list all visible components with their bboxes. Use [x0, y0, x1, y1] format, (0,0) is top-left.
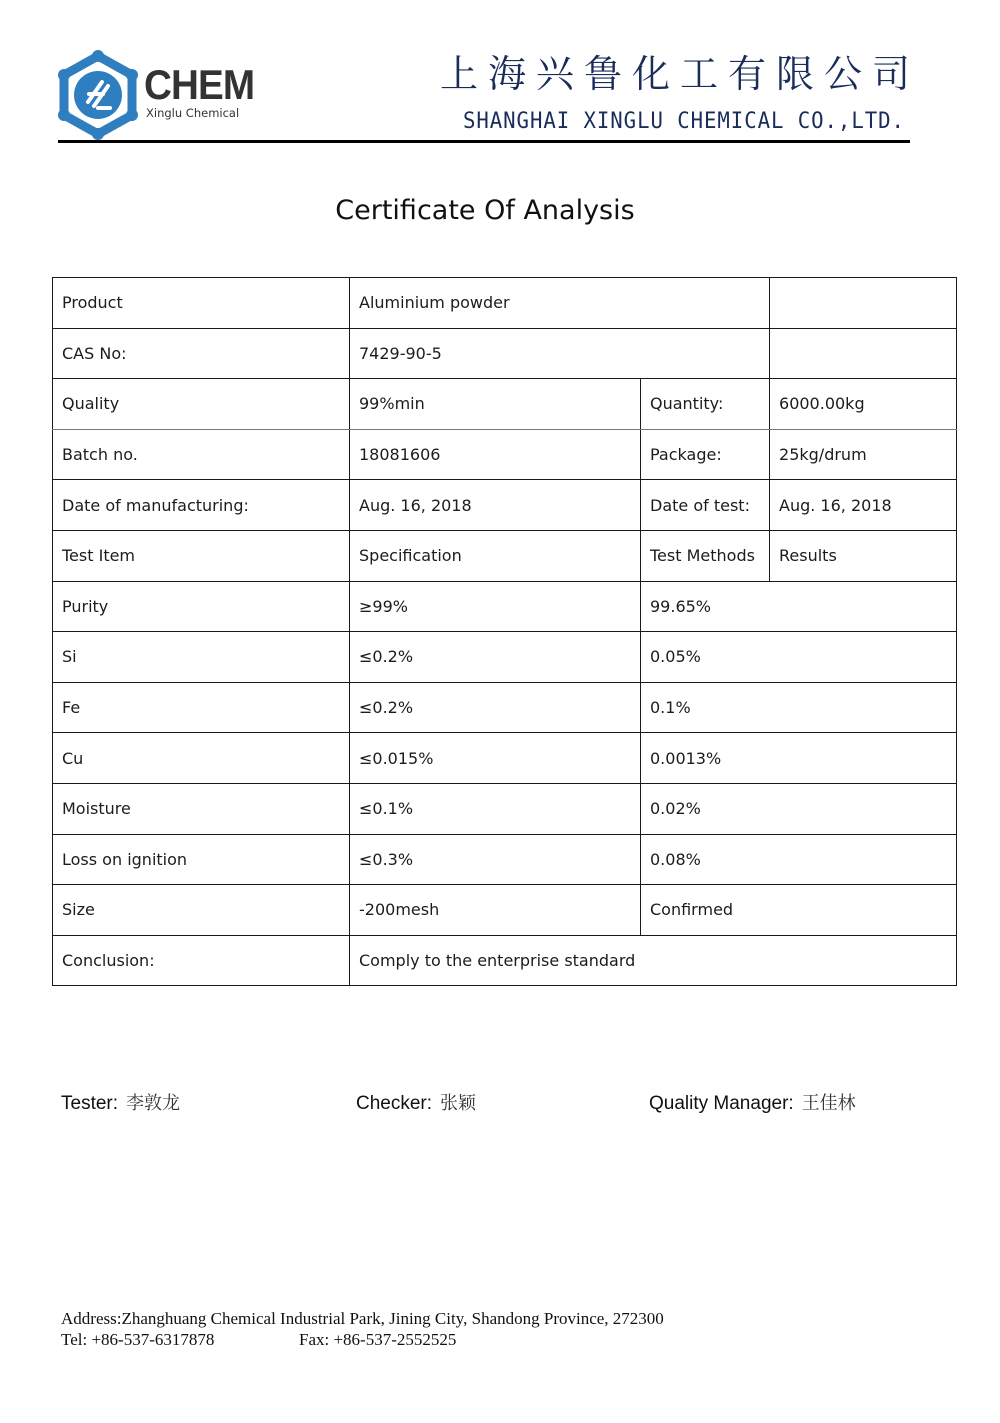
- quality-label: Quality: [53, 379, 350, 430]
- package-label: Package:: [641, 429, 770, 480]
- test-spec: -200mesh: [350, 885, 641, 936]
- test-item: Purity: [53, 581, 350, 632]
- table-row: [53, 834, 957, 885]
- table-row: [53, 682, 957, 733]
- cas-label: CAS No:: [53, 328, 350, 379]
- company-name-chinese: 上海兴鲁化工有限公司: [440, 52, 921, 96]
- cas-value: 7429-90-5: [350, 328, 770, 379]
- table-row: [53, 278, 957, 329]
- product-value: Aluminium powder: [350, 278, 770, 329]
- conclusion-row: [53, 935, 957, 986]
- company-logo: [58, 50, 255, 140]
- table-row: [53, 581, 957, 632]
- tester-label: Tester:: [61, 1093, 119, 1114]
- logo-wordmark: CHEM: [144, 61, 255, 108]
- test-result: Confirmed: [641, 885, 957, 936]
- checker-signature: [356, 1089, 476, 1115]
- test-result: 0.0013%: [641, 733, 957, 784]
- footer-fax: Fax: +86-537-2552525: [299, 1330, 457, 1349]
- analysis-table: [52, 277, 957, 986]
- header-results: Results: [770, 530, 957, 581]
- logo-subtitle: Xinglu Chemical: [146, 106, 240, 120]
- quality-value: 99%min: [350, 379, 641, 430]
- manager-signature: [649, 1089, 856, 1115]
- test-spec: ≤0.1%: [350, 783, 641, 834]
- test-item: Fe: [53, 682, 350, 733]
- test-item: Loss on ignition: [53, 834, 350, 885]
- mfg-date-value: Aug. 16, 2018: [350, 480, 641, 531]
- table-row: [53, 328, 957, 379]
- table-row: [53, 480, 957, 531]
- test-item: Moisture: [53, 783, 350, 834]
- empty-cell: [770, 278, 957, 329]
- test-item: Size: [53, 885, 350, 936]
- hexagon-emblem-icon: [58, 50, 138, 140]
- table-row: [53, 783, 957, 834]
- footer-tel: Tel: +86-537-6317878: [61, 1330, 215, 1349]
- header-test-methods: Test Methods: [641, 530, 770, 581]
- table-row: [53, 632, 957, 683]
- quantity-value: 6000.00kg: [770, 379, 957, 430]
- header-specification: Specification: [350, 530, 641, 581]
- batch-value: 18081606: [350, 429, 641, 480]
- test-spec: ≤0.015%: [350, 733, 641, 784]
- footer-address: Address:Zhanghuang Chemical Industrial Park, Jining City, Shandong Province, 272300: [61, 1309, 664, 1328]
- conclusion-label: Conclusion:: [53, 935, 350, 986]
- test-item: Si: [53, 632, 350, 683]
- header-divider: [58, 140, 910, 143]
- tester-name: 李敦龙: [126, 1093, 181, 1114]
- tester-signature: [61, 1089, 180, 1115]
- mfg-date-label: Date of manufacturing:: [53, 480, 350, 531]
- manager-label: Quality Manager:: [649, 1093, 794, 1114]
- package-value: 25kg/drum: [770, 429, 957, 480]
- test-result: 0.05%: [641, 632, 957, 683]
- test-result: 0.1%: [641, 682, 957, 733]
- quantity-label: Quantity:: [641, 379, 770, 430]
- checker-name: 张颖: [440, 1093, 477, 1114]
- test-spec: ≤0.2%: [350, 682, 641, 733]
- test-result: 0.02%: [641, 783, 957, 834]
- test-item: Cu: [53, 733, 350, 784]
- manager-name: 王佳林: [801, 1093, 856, 1114]
- test-date-label: Date of test:: [641, 480, 770, 531]
- test-date-value: Aug. 16, 2018: [770, 480, 957, 531]
- tests-header-row: [53, 530, 957, 581]
- batch-label: Batch no.: [53, 429, 350, 480]
- table-row: [53, 885, 957, 936]
- company-name-english: SHANGHAI XINGLU CHEMICAL CO.,LTD.: [463, 109, 905, 134]
- page-title: Certificate Of Analysis: [335, 195, 635, 226]
- product-label: Product: [53, 278, 350, 329]
- header-test-item: Test Item: [53, 530, 350, 581]
- table-row: [53, 429, 957, 480]
- empty-cell: [770, 328, 957, 379]
- conclusion-value: Comply to the enterprise standard: [350, 935, 957, 986]
- test-spec: ≤0.3%: [350, 834, 641, 885]
- test-result: 0.08%: [641, 834, 957, 885]
- test-spec: ≤0.2%: [350, 632, 641, 683]
- checker-label: Checker:: [356, 1093, 433, 1114]
- table-row: [53, 733, 957, 784]
- table-row: [53, 379, 957, 430]
- test-spec: ≥99%: [350, 581, 641, 632]
- test-result: 99.65%: [641, 581, 957, 632]
